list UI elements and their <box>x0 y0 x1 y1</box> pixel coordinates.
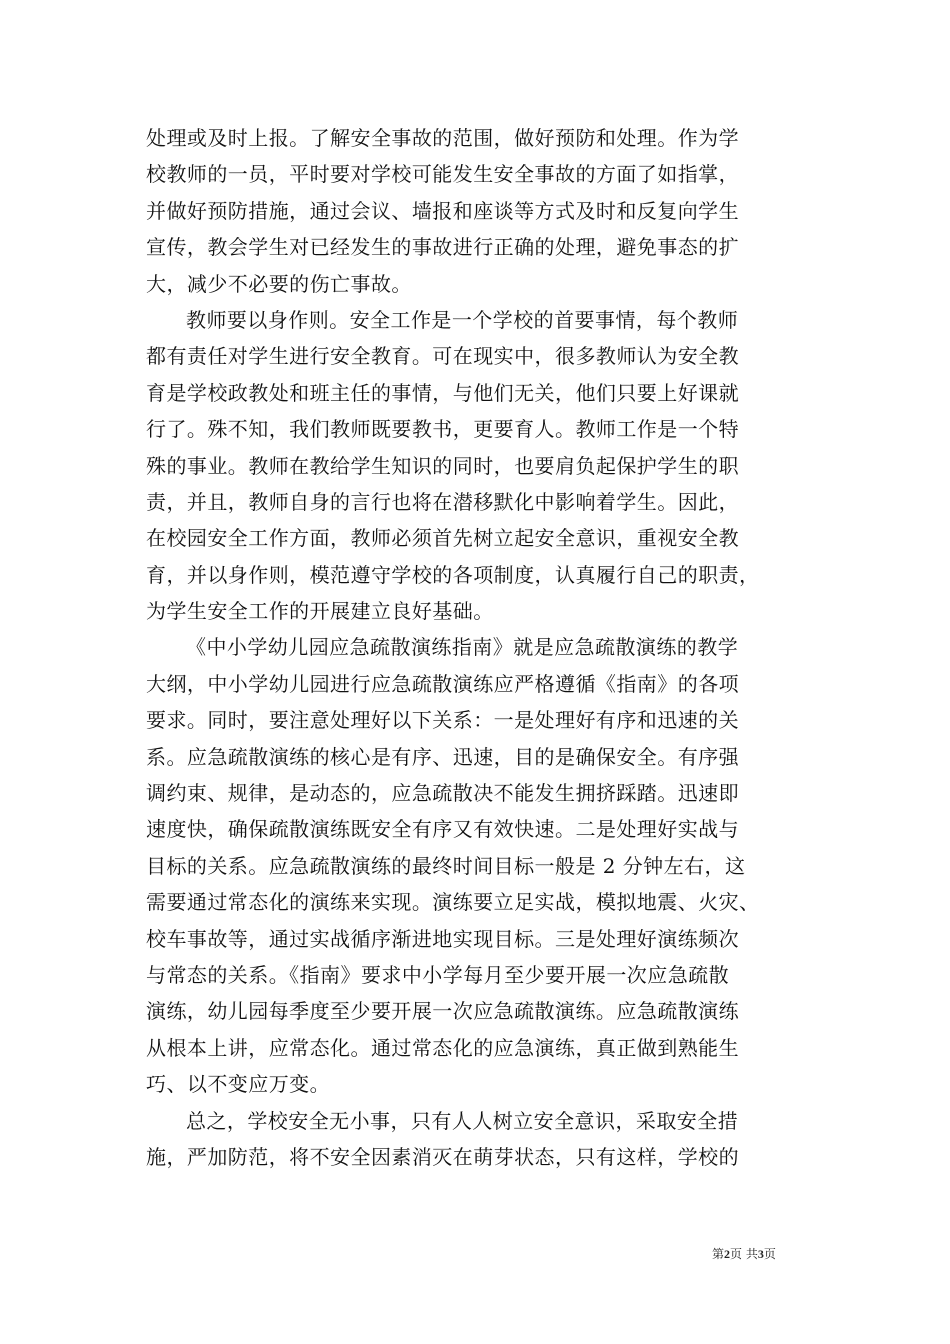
text-line: 速度快，确保疏散演练既安全有序又有效快速。二是处理好实战与 <box>146 817 740 842</box>
text-line: 处理或及时上报。了解安全事故的范围，做好预防和处理。作为学 <box>146 126 740 150</box>
text-line: 与常态的关系。《指南》要求中小学每月至少要开展一次应急疏散 <box>146 962 730 987</box>
current-page-number: 2 <box>724 1247 731 1261</box>
paragraph-1 <box>146 120 806 302</box>
text-line: 育是学校政教处和班主任的事情，与他们无关，他们只要上好课就 <box>146 380 740 405</box>
total-pages-number: 3 <box>757 1247 764 1261</box>
text-line: 《中小学幼儿园应急疏散演练指南》就是应急疏散演练的教学 <box>186 635 739 660</box>
footer-suffix: 页 <box>763 1247 776 1261</box>
text-line: 大，减少不必要的伤亡事故。 <box>146 271 412 296</box>
text-line: 在校园安全工作方面，教师必须首先树立起安全意识，重视安全教 <box>146 526 740 551</box>
text-line: 校教师的一员，平时要对学校可能发生安全事故的方面了如指掌， <box>146 162 740 187</box>
text-line: 总之，学校安全无小事，只有人人树立安全意识，采取安全措 <box>186 1108 739 1133</box>
text-line: 并做好预防措施，通过会议、墙报和座谈等方式及时和反复向学生 <box>146 198 740 223</box>
paragraph-2 <box>146 302 806 630</box>
document-body <box>146 120 806 1175</box>
text-line: 施，严加防范，将不安全因素消灭在萌芽状态，只有这样，学校的 <box>146 1144 740 1169</box>
text-line: 目标的关系。应急疏散演练的最终时间目标一般是 2 分钟左右，这 <box>146 853 746 878</box>
text-line: 殊的事业。教师在教给学生知识的同时，也要肩负起保护学生的职 <box>146 453 740 478</box>
text-line: 责，并且，教师自身的言行也将在潜移默化中影响着学生。因此， <box>146 489 740 514</box>
text-line: 教师要以身作则。安全工作是一个学校的首要事情，每个教师 <box>186 307 739 332</box>
paragraph-4 <box>146 1103 806 1176</box>
text-line: 从根本上讲，应常态化。通过常态化的应急演练，真正做到熟能生 <box>146 1035 740 1060</box>
footer-middle: 页 共 <box>730 1247 758 1261</box>
text-line: 校车事故等，通过实战循序渐进地实现目标。三是处理好演练频次 <box>146 926 740 951</box>
text-line: 宣传，教会学生对已经发生的事故进行正确的处理，避免事态的扩 <box>146 235 740 260</box>
text-line: 都有责任对学生进行安全教育。可在现实中，很多教师认为安全教 <box>146 344 740 369</box>
text-line: 行了。殊不知，我们教师既要教书，更要育人。教师工作是一个特 <box>146 417 740 442</box>
text-line: 为学生安全工作的开展建立良好基础。 <box>146 599 494 624</box>
text-line: 育，并以身作则，模范遵守学校的各项制度，认真履行自己的职责， <box>146 562 760 587</box>
page-number-footer <box>712 1246 776 1262</box>
text-line: 调约束、规律，是动态的，应急疏散决不能发生拥挤踩踏。迅速即 <box>146 781 740 806</box>
text-line: 系。应急疏散演练的核心是有序、迅速，目的是确保安全。有序强 <box>146 744 740 769</box>
text-line: 大纲，中小学幼儿园进行应急疏散演练应严格遵循《指南》的各项 <box>146 671 740 696</box>
text-line: 巧、以不变应万变。 <box>146 1072 331 1097</box>
text-line: 要求。同时，要注意处理好以下关系：一是处理好有序和迅速的关 <box>146 708 740 733</box>
paragraph-3 <box>146 629 806 1102</box>
text-line: 需要通过常态化的演练来实现。演练要立足实战，模拟地震、火灾、 <box>146 890 760 915</box>
text-line: 演练，幼儿园每季度至少要开展一次应急疏散演练。应急疏散演练 <box>146 999 740 1024</box>
footer-prefix: 第 <box>712 1247 725 1261</box>
